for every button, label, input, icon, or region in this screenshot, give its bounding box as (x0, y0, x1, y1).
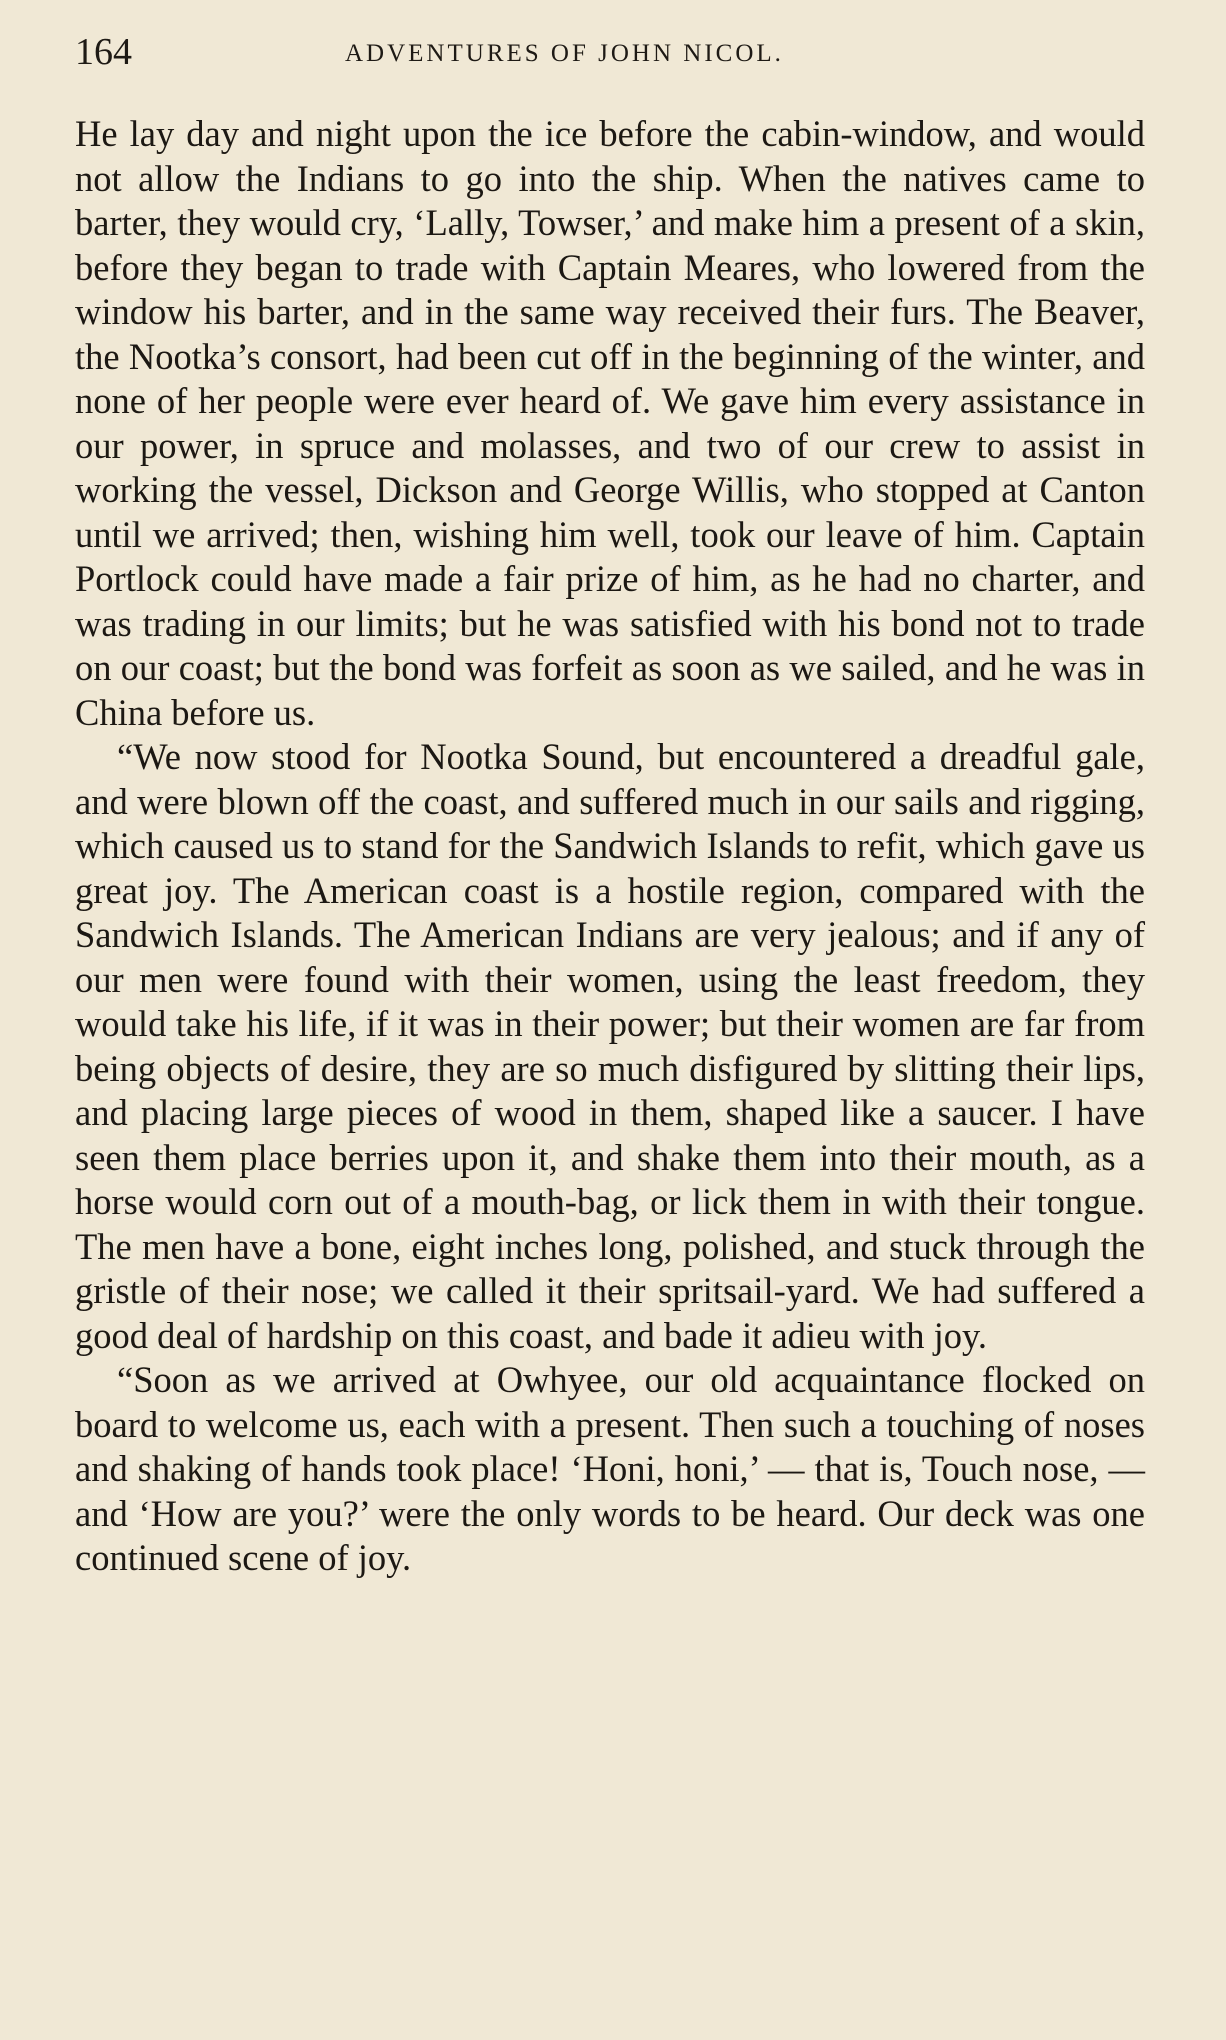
page-number: 164 (75, 31, 132, 73)
running-title: ADVENTURES OF JOHN NICOL. (345, 40, 784, 67)
paragraph-3: “Soon as we arrived at Owhyee, our old acquaintance flocked on board to welcome us, each with a present. Then such a touching of noses and shaking of hands took place! ‘Honi, honi,’ — that is, Touch nose, — and ‘How are you?’ were the only words to be heard. Our deck was one continued scene of joy. (75, 1359, 1145, 1578)
body-text (75, 112, 1145, 1581)
paragraph-2: “We now stood for Nootka Sound, but encountered a dreadful gale, and were blown off the coast, and suffered much in our sails and rigging, which caused us to stand for the Sandwich Islands to refit, which gave us great joy. The American coast is a hostile region, compared with the Sandwich Islands. The American Indians are very jealous; and if any of our men were found with their women, using the least freedom, they would take his life, if it was in their power; but their women are far from being objects of desire, they are so much disfigured by slitting their lips, and placing large pieces of wood in them, shaped like a saucer. I have seen them place berries upon it, and shake them into their mouth, as a horse would corn out of a mouth-bag, or lick them in with their tongue. The men have a bone, eight inches long, polished, and stuck through the gristle of their nose; we called it their spritsail-yard. We had suffered a good deal of hardship on this coast, and bade it adieu with joy. (75, 736, 1145, 1356)
running-head (75, 30, 1145, 80)
paragraph-1: He lay day and night upon the ice before the cabin-window, and would not allow the Indians to go into the ship. When the natives came to barter, they would cry, ‘Lally, Towser,’ and make him a present of a skin, before they began to trade with Captain Meares, who lowered from the window his barter, and in the same way received their furs. The Beaver, the Nootka’s consort, had been cut off in the beginning of the winter, and none of her people were ever heard of. We gave him every assistance in our power, in spruce and molasses, and two of our crew to assist in working the vessel, Dickson and George Willis, who stopped at Canton until we arrived; then, wishing him well, took our leave of him. Captain Portlock could have made a fair prize of him, as he had no charter, and was trading in our limits; but he was satisfied with his bond not to trade on our coast; but the bond was forfeit as soon as we sailed, and he was in China before us. (75, 113, 1145, 733)
